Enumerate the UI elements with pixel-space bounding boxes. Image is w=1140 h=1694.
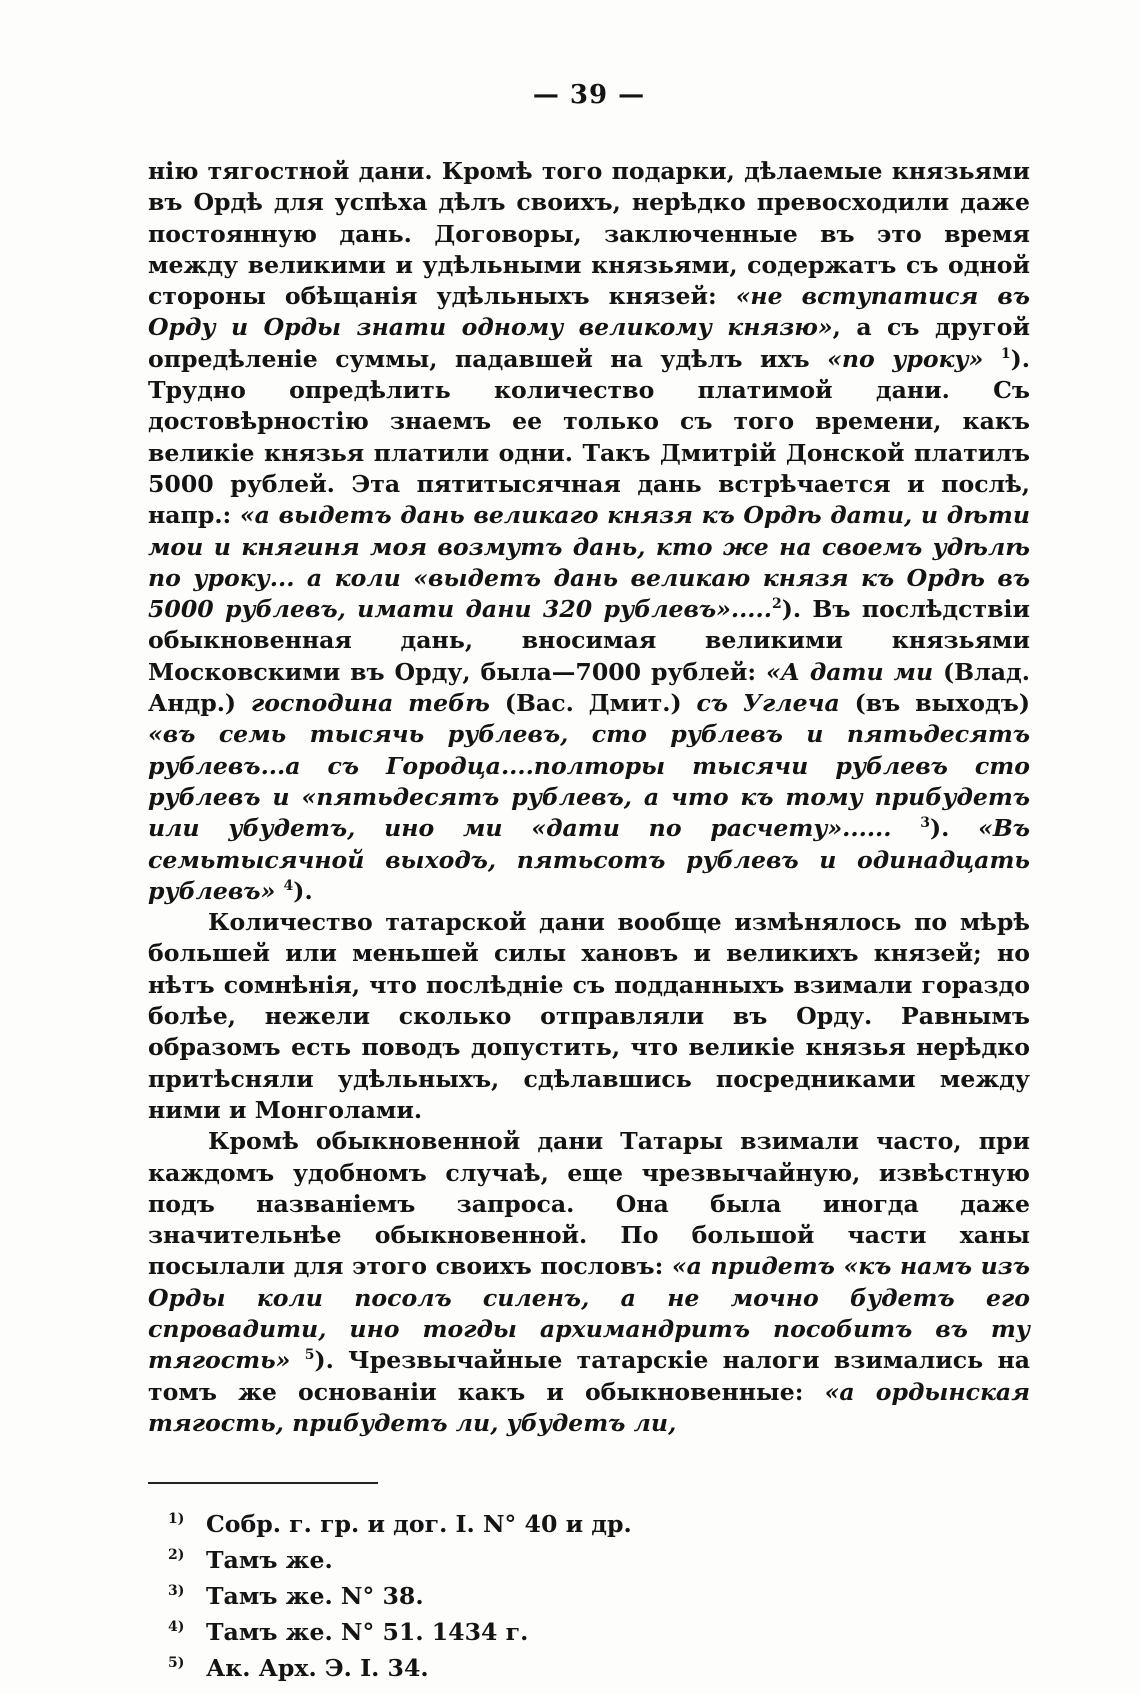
quoted-text: «не вступатися въ Орду и Орды знати одному великому князю» bbox=[148, 282, 1030, 342]
quoted-text: «а ордынская тягость, прибудетъ ли, убудетъ ли, bbox=[148, 1377, 1030, 1437]
quoted-text: «А дати ми bbox=[766, 657, 934, 686]
quoted-text: «а выдетъ дань великаго князя къ Ордѣ дати, и дѣти мои и княгиня моя возмутъ дань, кто же на своемъ удѣлѣ по уроку... а коли «выдетъ дань великаю князя къ Ордѣ въ 5000 рублевъ, имати дани 320 рублевъ»..... bbox=[148, 501, 1030, 624]
text-run bbox=[290, 1346, 304, 1374]
text-run: ). bbox=[930, 814, 979, 843]
quoted-text: «а придетъ «къ намъ изъ Орды коли посолъ силенъ, а не мочно будетъ его спровадити, ино тогды архимандритъ пособитъ въ ту тягость» bbox=[148, 1252, 1030, 1375]
footnote-text: Тамъ же. N° 51. 1434 г. bbox=[206, 1618, 529, 1647]
quoted-text: «Въ семьтысячной выходъ, пятьсотъ рублевъ и одинадцать рублевъ» bbox=[148, 814, 1031, 905]
footnote-text: Тамъ же. N° 38. bbox=[206, 1582, 424, 1611]
paragraph bbox=[148, 907, 1030, 1126]
quoted-text: съ Углеча bbox=[696, 689, 840, 718]
quoted-text: «по уроку» bbox=[827, 344, 984, 373]
quoted-text: господина тебѣ bbox=[250, 689, 490, 718]
text-run: , а съ другой опредѣленіе суммы, падавшей на удѣлъ ихъ bbox=[148, 313, 1030, 373]
text-run: ). Чрезвычайные татарскіе налоги взимались на томъ же основаніи какъ и обыкновенные: bbox=[148, 1346, 1030, 1406]
footnote: 4) Тамъ же. N° 51. 1434 г. bbox=[168, 1618, 529, 1647]
text-run bbox=[275, 877, 283, 905]
footnotes-list bbox=[148, 1506, 1030, 1686]
text-run: (Влад. Андр.) bbox=[148, 657, 1030, 718]
text-run: ). Въ послѣдствіи обыкновенная дань, вносимая великими князьями Московскими въ Орду, была—7000 рублей: bbox=[148, 595, 1030, 686]
text-run: ). Трудно опредѣлить количество платимой дани. Съ достовѣрностію знаемъ ее только съ того времени, какъ великіе князья платили одни. Такъ Дмитрій Донской платилъ 5000 рублей. Эта пятитысячная дань встрѣчается и послѣ, напр.: bbox=[148, 344, 1031, 530]
text-run: (въ выходъ) bbox=[839, 689, 1030, 718]
text-run: нію тягостной дани. Кромѣ того подарки, дѣлаемые князьями въ Ордѣ для успѣха дѣлъ своихъ, нерѣдко превосходили даже постоянную дань. Договоры, заключенные въ это время между великими и удѣльными князьями, содержатъ съ одной стороны обѣщанія удѣльныхъ князей: bbox=[148, 157, 1030, 311]
footnote-reference: 2 bbox=[771, 596, 782, 613]
footnote: 2) Тамъ же. bbox=[168, 1546, 333, 1575]
footnote-text: Собр. г. гр. и дог. I. N° 40 и др. bbox=[206, 1510, 632, 1539]
footnote-reference: 5 bbox=[304, 1347, 315, 1364]
text-run bbox=[983, 345, 1000, 373]
body-text bbox=[148, 156, 1030, 1439]
text-run: Кромѣ обыкновенной дани Татары взимали часто, при каждомъ удобномъ случаѣ, еще чрезвычайную, извѣстную подъ названіемъ запроса. Она была иногда даже значительнѣе обыкновенной. По большой части ханы посылали для этого своихъ пословъ: bbox=[148, 1127, 1030, 1281]
footnote-reference: 3 bbox=[920, 815, 931, 832]
footnote: 5) Ак. Арх. Э. I. 34. bbox=[168, 1654, 429, 1683]
footnote-reference: 1 bbox=[1000, 345, 1011, 362]
page-number: — 39 — bbox=[532, 80, 646, 110]
footnote-reference: 4 bbox=[283, 877, 294, 894]
paragraph bbox=[148, 156, 1030, 907]
footnote-divider bbox=[148, 1482, 378, 1484]
footnote-text: Тамъ же. bbox=[206, 1546, 333, 1575]
text-run bbox=[891, 814, 920, 842]
text-run: (Вас. Дмит.) bbox=[489, 689, 697, 718]
text-run: Количество татарской дани вообще измѣнялось по мѣрѣ большей или меньшей силы хановъ и великихъ князей; но нѣтъ сомнѣнія, что послѣдніе съ подданныхъ взимали гораздо болѣе, нежели сколько отправляли въ Орду. Равнымъ образомъ есть поводъ допустить, что великіе князья нерѣдко притѣсняли удѣльныхъ, сдѣлавшись посредниками между ними и Монголами. bbox=[148, 908, 1030, 1124]
footnote: 1) Собр. г. гр. и дог. I. N° 40 и др. bbox=[168, 1510, 632, 1539]
footnote-text: Ак. Арх. Э. I. 34. bbox=[206, 1654, 429, 1683]
footnote: 3) Тамъ же. N° 38. bbox=[168, 1582, 424, 1611]
quoted-text: «въ семь тысячь рублевъ, сто рублевъ и пятьдесятъ рублевъ...а съ Городца....полторы тысячи рублевъ сто рублевъ и «пятьдесятъ рублевъ, а что къ тому прибудетъ или убудетъ, ино ми «дати по расчету»...... bbox=[148, 720, 1030, 843]
paragraph bbox=[148, 1126, 1030, 1439]
text-run: ). bbox=[293, 876, 313, 905]
